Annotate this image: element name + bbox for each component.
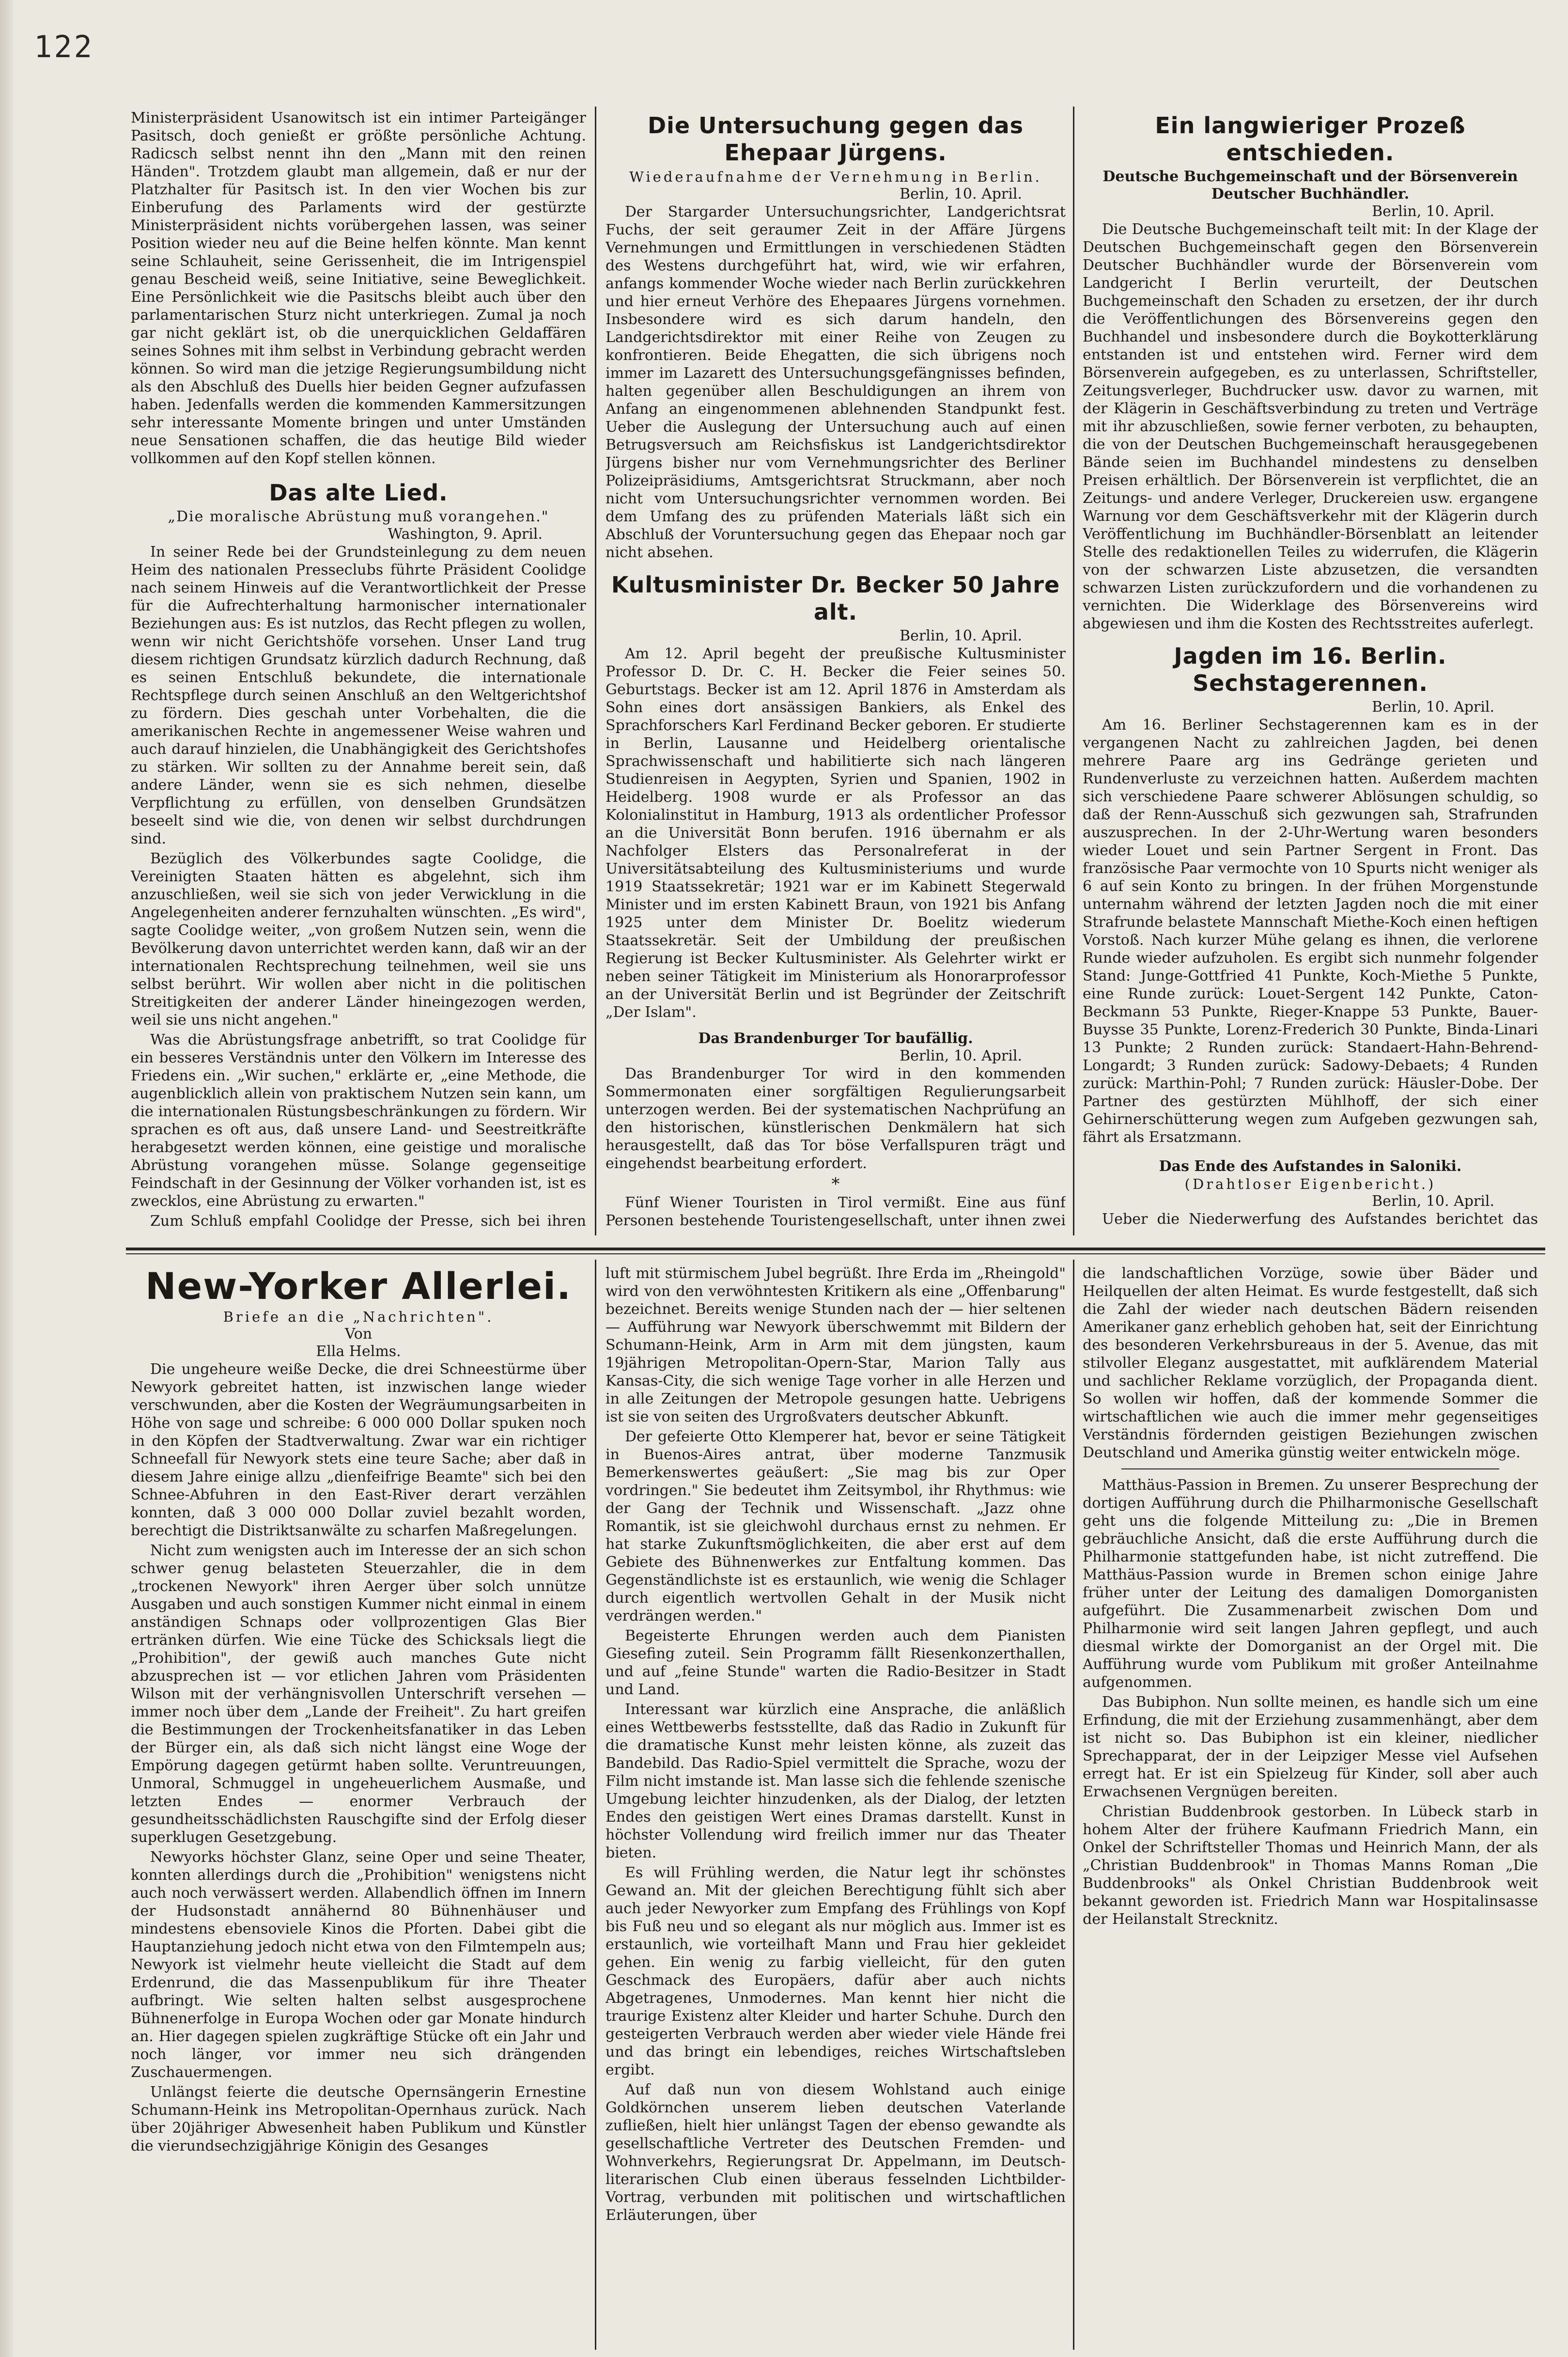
article-dateline: Berlin, 10. April.: [1372, 1193, 1494, 1210]
article-title-brandenburger-tor: Das Brandenburger Tor baufällig.: [698, 1030, 973, 1047]
section-divider: [126, 1248, 1545, 1250]
author-name: Ella Helms.: [316, 1343, 401, 1360]
article-dateline: Berlin, 10. April.: [900, 1047, 1022, 1064]
feuilleton-paragraph: Unlängst feierte die deutsche Opernsängerin Ernestine Schumann-Heink ins Metropolitan-Opernhaus zurück. Nach über 20jähriger Abwesenheit haben Publikum und Künstler die vierundsechzigjährige Königin des Gesanges: [131, 2084, 586, 2154]
article-subtitle: Wiederaufnahme der Vernehmung in Berlin.: [629, 169, 1042, 185]
article-title-saloniki: Das Ende des Aufstandes in Saloniki.: [1159, 1158, 1462, 1175]
article-paragraph: Fünf Wiener Touristen in Tirol vermißt. Eine aus fünf Personen bestehende Touristengesellschaft, unter ihnen zwei: [605, 1194, 1066, 1228]
article-dateline: Berlin, 10. April.: [900, 627, 1022, 644]
article-paragraph: Zum Schluß empfahl Coolidge der Presse, sich bei ihren: [150, 1213, 586, 1228]
article-paragraph: Ueber die Niederwerfung des Aufstandes berichtet das: [1102, 1211, 1538, 1228]
article-paragraph: Der Stargarder Untersuchungsrichter, Landgerichtsrat Fuchs, der seit geraumer Zeit in der Affäre Jürgens Vernehmungen und Ermittlungen in verschiedenen Städten des Westens durchgeführt hat, wird, wie wir erfahren, anfangs kommender Woche wieder nach Berlin zurückkehren und hier erneut Verhöre des Ehepaares Jürgens vornehmen. Insbesondere wird es sich darum handeln, den Landgerichtsdirektor mit einer Reihe von Zeugen zu konfrontieren. Beide Ehegatten, die sich übrigens noch immer im Lazarett des Untersuchungsgefängnisses befinden, halten gegenüber allen Beschuldigungen an ihrem von Anfang an eingenommenen ablehnenden Standpunkt fest. Ueber die Auslegung der Untersuchung auch auf einen Betrugsversuch am Reichsfiskus ist Landgerichtsdirektor Jürgens bisher nur vom Vernehmungsrichter des Berliner Polizeipräsidiums, Amtsgerichtsrat Struckmann, aber noch nicht vom Untersuchungsrichter vernommen worden. Bei dem Umfang des zu prüfenden Materials läßt sich ein Abschluß der Voruntersuchung gegen das Ehepaar noch gar nicht absehen.: [605, 203, 1066, 561]
article-subtitle: (Drahtloser Eigenbericht.): [1184, 1176, 1436, 1192]
article-paragraph: Das Brandenburger Tor wird in den kommenden Sommermonaten einer sorgfältigen Regulierungsarbeit unterzogen werden. Bei der systematischen Nachprüfung an den historischen, künstlerischen Denkmälern hat sich herausgestellt, daß das Tor böse Verfallspuren trägt und eingehendst bearbeitung erfordert.: [605, 1065, 1066, 1172]
news-matthaeus-passion: Matthäus-Passion in Bremen. Zu unserer Besprechung der dortigen Aufführung durch die Philharmonische Gesellschaft geht uns die folgende Mitteilung zu: „Die in Bremen gebräuchliche Ansicht, daß die erste Aufführung durch die Philharmonie stattgefunden habe, ist nicht zutreffend. Die Matthäus-Passion wurde in Bremen schon einige Jahre früher unter der Leitung des damaligen Domorganisten aufgeführt. Die Zusammenarbeit zwischen Dom und Philharmonie wird seit langen Jahren gepflegt, und auch diesmal wirkte der Domorganist an der Orgel mit. Die Aufführung wurde vom Publikum mit großer Anteilnahme aufgenommen.: [1083, 1477, 1538, 1691]
top-column-3: [1083, 109, 1538, 1228]
article-title-prozess: Ein langwieriger Prozeß entschieden.: [1155, 112, 1466, 166]
section-ornament: *: [831, 1174, 840, 1194]
article-dateline: Washington, 9. April.: [388, 526, 543, 543]
column-divider: [1073, 107, 1074, 1235]
bottom-column-2: [605, 1264, 1066, 2350]
article-title-juergens: Die Untersuchung gegen das Ehepaar Jürgens.: [647, 112, 1024, 166]
article-paragraph: Was die Abrüstungsfrage anbetrifft, so trat Coolidge für ein besseres Verständnis unter den Völkern im Interesse des Friedens ein. „Wir suchen," erklärte er, „eine Methode, die augenblicklich allein von praktischem Nutzen sein kann, um die internationalen Rüstungsbeschränkungen zu fördern. Wir sprachen es oft aus, daß unsere Land- und Seestreitkräfte herabgesetzt werden können, eine geistige und moralische Abrüstung vorangehen müsse. Solange gegenseitige Feindschaft in der Gesinnung der Völker vorhanden ist, ist es zwecklos, eine Abrüstung zu erwarten.": [131, 1031, 586, 1210]
article-subtitle: Deutsche Buchgemeinschaft und der Börsenverein Deutscher Buchhändler.: [1102, 168, 1518, 203]
column-divider: [595, 107, 596, 1235]
feuilleton-paragraph: Nicht zum wenigsten auch im Interesse der an sich schon schwer genug belasteten Steuerzahler, die in dem „trockenen Newyork" ihren Aerger über solch unnütze Ausgaben und auch sonstigen Kummer nicht einmal in einem anständigen Schnaps oder vollprozentigen Glas Bier ertränken dürfen. Wie eine Tücke des Schicksals liegt die „Prohibition", der gewiß auch manches Gute nicht abzusprechen ist — vor etlichen Jahren vom Präsidenten Wilson mit der verhängnisvollen Unterschrift versehen — immer noch über dem „Lande der Freiheit". Zu hart greifen die Bestimmungen der Trockenheitsfanatiker in das Leben der Bürger ein, als daß sich nicht längst eine Woge der Empörung dagegen getürmt haben sollte. Veruntreuungen, Unmoral, Schmuggel in ungeheuerlichem Ausmaße, und letzten Endes — enormer Verbrauch der gesundheitsschädlichsten Rauschgifte sind der Erfolg dieser superklugen Gesetzgebung.: [131, 1542, 586, 1846]
article-paragraph: Bezüglich des Völkerbundes sagte Coolidge, die Vereinigten Staaten hätten es abgelehnt, sich ihm anzuschließen, weil sie sich von jeder Verwicklung in die Angelegenheiten anderer fernzuhalten wünschten. „Es wird", sagte Coolidge weiter, „von großem Nutzen sein, wenn die Bevölkerung davon unterrichtet werden kann, daß wir an der internationalen Rechtsprechung teilnehmen, weil sie uns selbst berührt. Wir wollen aber nicht in die politischen Streitigkeiten der anderer Länder hineingezogen werden, weil sie uns nicht angehen.": [131, 850, 586, 1029]
article-paragraph: In seiner Rede bei der Grundsteinlegung zu dem neuen Heim des nationalen Presseclubs führte Präsident Coolidge nach seinem Hinweis auf die Verantwortlichkeit der Presse für die Aufrechterhaltung harmonischer internationaler Beziehungen aus: Es ist nutzlos, das Recht pflegen zu wollen, wenn wir nicht Gerichtshöfe vorsehen. Unser Land trug diesem richtigen Grundsatz kürzlich dadurch Rechnung, daß es seinen Entschluß bekundete, die internationale Rechtspflege durch seinen Anschluß an den Weltgerichtshof zu fördern. Dies geschah unter Vorbehalten, die die amerikanischen Rechte in angemessener Weise wahren und auch darauf hinzielen, die Unabhängigkeit des Gerichtshofes zu stärken. Wir sollten zu der Annahme bereit sein, daß andere Länder, wenn sie es sich nehmen, dieselbe Verpflichtung zu erfüllen, von denselben Grundsätzen beseelt sind wie die, von denen wir selbst durchdrungen sind.: [131, 544, 586, 847]
article-paragraph: Die Deutsche Buchgemeinschaft teilt mit: In der Klage der Deutschen Buchgemeinschaft gegen den Börsenverein Deutscher Buchhändler wurde der Börsenverein vom Landgericht I Berlin verurteilt, der Deutschen Buchgemeinschaft den Schaden zu ersetzen, der ihr durch die Veröffentlichungen des Börsenvereins gegen den Buchhandel und insbesondere durch die Boykotterklärung entstanden ist und entstehen wird. Ferner wird dem Börsenverein aufgegeben, es zu unterlassen, Schriftsteller, Zeitungsverleger, Buchdrucker usw. davor zu warnen, mit der Klägerin in Geschäftsverbindung zu treten und Verträge mit ihr abzuschließen, sowie ferner verboten, zu behaupten, die von der Deutschen Buchgemeinschaft herausgegebenen Bände seien im Buchhandel mindestens zu denselben Preisen erhältlich. Der Börsenverein ist verpflichtet, die an Zeitungs- und andere Verleger, Druckereien usw. ergangene Warnung vor dem Geschäftsverkehr mit der Klägerin durch Veröffentlichung im Buchhändler-Börsenblatt an leitender Stelle des redaktionellen Teiles zu widerrufen, die Klägerin von der schwarzen Liste abzusetzen, die versandten schwarzen Listen zurückzufordern und die vorhandenen zu vernichten. Die Widerklage des Börsenvereins wird abgewiesen und ihm die Kosten des Rechtsstreites auferlegt.: [1083, 221, 1538, 632]
feuilleton-paragraph: die landschaftlichen Vorzüge, sowie über Bäder und Heilquellen der alten Heimat. Es wurde festgestellt, daß sich die Zahl der wieder nach deutschen Bädern reisenden Amerikaner ganz erheblich gehoben hat, seit der Einrichtung des besonderen Verkehrsbureaus in der 5. Avenue, das mit stilvoller Eleganz ausgestattet, mit aufklärendem Material und sachlicher Reklame vorzüglich, der Propaganda dient. So wollen wir hoffen, daß der kommende Sommer die wirtschaftlichen wie auch die immer mehr gegenseitiges Verständnis fördernden geistigen Beziehungen zwischen Deutschland und Amerika günstig weiter entwickeln möge.: [1083, 1265, 1538, 1461]
article-dateline: Berlin, 10. April.: [1372, 203, 1494, 220]
feuilleton-paragraph: Die ungeheure weiße Decke, die drei Schneestürme über Newyork gebreitet hatten, ist inzwischen lange wieder verschwunden, aber die Kosten der Wegräumungsarbeiten in Höhe von sage und schreibe: 6 000 000 Dollar spuken noch in den Köpfen der Stadtverwaltung. Zwar war ein richtiger Schneefall für Newyork stets eine teure Sache; aber daß in diesem Jahre einige allzu „dienfeifrige Beamte" sich bei den Schnee-Abfuhren in den East-River derart verzählen konnten, daß 3 000 000 Dollar zuviel bezahlt worden, berechtigt die Distriktsanwälte zu scharfen Maßregelungen.: [131, 1361, 586, 1539]
feuilleton-subtitle: Briefe an die „Nachrichten".: [223, 1309, 494, 1325]
news-bubiphon: Das Bubiphon. Nun sollte meinen, es handle sich um eine Erfindung, die mit der Erziehung zusammenhängt, aber dem ist nicht so. Das Bubiphon ist ein kleiner, niedlicher Sprechapparat, der in der Leipziger Messe viel Aufsehen erregt hat. Er ist ein Spielzeug für Kinder, soll aber auch Erwachsenen Vergnügen bereiten.: [1083, 1694, 1538, 1800]
feuilleton-paragraph: Es will Frühling werden, die Natur legt ihr schönstes Gewand an. Mit der gleichen Berechtigung fühlt sich aber auch jeder Newyorker zum Empfang des Frühlings von Kopf bis Fuß neu und so elegant als nur möglich aus. Immer ist es erstaunlich, wie vorteilhaft Mann und Frau hier gekleidet gehen. Ein wenig zu farbig vielleicht, für den guten Geschmack des Europäers, dafür aber auch nichts Abgetragenes, Unmodernes. Man kennt hier nicht die traurige Existenz alter Kleider und harter Schuhe. Durch den gesteigerten Verbrauch werden aber wieder viele Hände frei und das bringt ein lebendiges, reiches Wirtschaftsleben ergibt.: [605, 1864, 1066, 2078]
article-paragraph: Am 16. Berliner Sechstagerennen kam es in der vergangenen Nacht zu zahlreichen Jagden, bei denen mehrere Paare arg ins Gedränge gerieten und Rundenverluste zu verzeichnen hatten. Außerdem machten sich verschiedene Paare schwerer Ablösungen schuldig, so daß der Renn-Ausschuß sich gezwungen sah, Strafrunden auszusprechen. In der 2-Uhr-Wertung waren besonders wieder Louet und sein Partner Sergent in Front. Das französische Paar vermochte von 10 Spurts nicht weniger als 6 auf sein Konto zu bringen. In der frühen Morgenstunde unternahm während der letzten Jagden noch die mit einer Strafrunde belastete Mannschaft Miethe-Koch einen heftigen Vorstoß. Nach kurzer Mühe gelang es ihnen, die verlorene Runde wieder aufzuholen. Es ergibt sich nunmehr folgender Stand: Junge-Gottfried 41 Punkte, Koch-Miethe 5 Punkte, eine Runde zurück: Louet-Sergent 142 Punkte, Caton-Beckmann 53 Punkte, Rieger-Knappe 53 Punkte, Bauer-Buysse 35 Punkte, Lorenz-Frederich 30 Punkte, Binda-Linari 13 Punkte; 2 Runden zurück: Standaert-Hahn-Behrend-Longardt; 3 Runden zurück: Sadowy-Debaets; 4 Runden zurück: Marthin-Pohl; 7 Runden zurück: Häusler-Dobe. Der Partner des gestürzten Mühlhoff, der sich einer Gehirnerschütterung wegen zum Aufgeben gezwungen sah, fährt als Ersatzmann.: [1083, 717, 1538, 1146]
bottom-column-3: [1083, 1264, 1538, 2350]
page-edge: [0, 0, 14, 2357]
article-paragraph: Am 12. April begeht der preußische Kultusminister Professor D. Dr. C. H. Becker die Feier seines 50. Geburtstags. Becker ist am 12. April 1876 in Amsterdam als Sohn eines dort ansässigen Bankiers, als Enkel des Sprachforschers Karl Ferdinand Becker geboren. Er studierte in Berlin, Lausanne und Heidelberg orientalische Sprachwissenschaft und habilitierte sich nach längeren Studienreisen in Aegypten, Syrien und Spanien, 1902 in Heidelberg. 1908 wurde er als Professor an das Kolonialinstitut in Hamburg, 1913 als ordentlicher Professor an die Universität Bonn berufen. 1916 übernahm er als Nachfolger Elsters das Personalreferat in der Universitätsabteilung des Kultusministeriums und wurde 1919 Staatssekretär; 1921 war er im Kabinett Stegerwald Minister und im ersten Kabinett Braun, von 1921 bis Anfang 1925 unter dem Minister Dr. Boelitz wiederum Staatssekretär. Seit der Umbildung der preußischen Regierung ist Becker Kultusminister. Als Gelehrter wirkt er neben seiner Tätigkeit im Ministerium als Honorarprofessor an der Universität Berlin und ist Begründer der Zeitschrift „Der Islam".: [605, 645, 1066, 1021]
short-rule: [1121, 1468, 1499, 1469]
author-by: Von: [344, 1326, 373, 1342]
top-column-2: [605, 109, 1066, 1228]
bottom-column-1: [131, 1264, 586, 2350]
column-divider: [1073, 1260, 1074, 2350]
feuilleton-paragraph: luft mit stürmischem Jubel begrüßt. Ihre Erda im „Rheingold" wird von den verwöhntesten Kritikern als eine „Offenbarung" bezeichnet. Bereits wenige Stunden nach der — hier seltenen — Aufführung war Newyork überschwemmt mit Bildern der Schumann-Heink, Arm in Arm mit dem jüngsten, kaum 19jährigen Metropolitan-Opern-Star, Marion Tally aus Kansas-City, die sich wenige Tage vorher in alle Herzen und in alle Zeitungen der Metropole gesungen hatte. Uebrigens ist sie von seiten des Urgroßvaters deutscher Abkunft.: [605, 1265, 1066, 1425]
top-column-1: [131, 109, 586, 1228]
article-title-sechstagerennen: Jagden im 16. Berlin. Sechstagerennen.: [1174, 643, 1447, 696]
feuilleton-paragraph: Interessant war kürzlich eine Ansprache, die anläßlich eines Wettbewerbs festsstellte, daß das Radio in Zukunft für die dramatische Kunst mehr leisten könne, als zuzeit das Bandebild. Das Radio-Spiel vermittelt die Sprache, wozu der Film nicht imstande ist. Man lasse sich die fehlende szenische Umgebung leichter hinzudenken, als der Dialog, der letzten Endes den geistigen Wert eines Dramas darstellt. Kunst in höchster Vollendung wird freilich immer nur das Theater bieten.: [605, 1701, 1066, 1861]
page-number: 122: [34, 29, 94, 64]
feuilleton-paragraph: Der gefeierte Otto Klemperer hat, bevor er seine Tätigkeit in Buenos-Aires antrat, über moderne Tanzmusik Bemerkenswertes geäußert: „Sie mag bis zur Oper vordringen." Sie bedeutet ihm Zeitsymbol, ihr Rhythmus: wie der Gang der Technik und Wissenschaft. „Jazz ohne Romantik, ist sie gleichwohl durchaus ernst zu nehmen. Er hat starke Zukunftsmöglichkeiten, die aber erst auf dem Gebiete des Bühnenwerkes zur Entfaltung kommen. Das Gegenständlichste ist es erstaunlich, wie wenig die Schlager durch eigentlich wertvollen Gehalt in der Musik nicht verdrängen werden.": [605, 1428, 1066, 1624]
news-buddenbrook: Christian Buddenbrook gestorben. In Lübeck starb in hohem Alter der frühere Kaufmann Friedrich Mann, ein Onkel der Schriftsteller Thomas und Heinrich Mann, der als „Christian Buddenbrook" in Thomas Manns Roman „Die Buddenbrooks" als Onkel Christian Buddenbrook weit bekannt geworden ist. Friedrich Mann war Hospitalinsasse der Heilanstalt Strecknitz.: [1083, 1803, 1538, 1928]
feuilleton-paragraph: Newyorks höchster Glanz, seine Oper und seine Theater, konnten allerdings durch die „Prohibition" wenigstens nicht auch noch verwässert werden. Allabendlich öffnen im Innern der Hudsonstadt annähernd 80 Bühnenhäuser und mindestens ebensoviele Kinos die Pforten. Dabei gibt die Hauptanziehung jedoch nicht etwa von den Filmtempeln aus; Newyork ist vielmehr heute vielleicht die Stadt auf dem Erdenrund, die das Massenpublikum für ihre Theater aufbringt. Wie selten halten selbst ausgesprochene Bühnenerfolge in Europa Wochen oder gar Monate hindurch an. Hier dagegen spielen zugkräftige Stücke oft ein Jahr und noch länger, vor immer neu sich drängenden Zuschauermengen.: [131, 1849, 586, 2081]
article-dateline: Berlin, 10. April.: [900, 186, 1022, 203]
feuilleton-paragraph: Auf daß nun von diesem Wohlstand auch einige Goldkörnchen unserem lieben deutschen Vaterlande zufließen, hielt hier unlängst Tagen der ebenso gewandte als gesellschaftliche Vertreter des Deutschen Fremden- und Wohnverkehrs, Regierungsrat Dr. Appelmann, im Deutsch-literarischen Club einen überaus fesselnden Lichtbilder-Vortrag, verbunden mit politischen und wirtschaftlichen Erläuterungen, über: [605, 2081, 1066, 2224]
article-title-alte-lied: Das alte Lied.: [269, 480, 448, 506]
article-title-becker: Kultusminister Dr. Becker 50 Jahre alt.: [611, 572, 1060, 625]
article-quote: „Die moralische Abrüstung muß vorangehen.": [168, 508, 549, 525]
feuilleton-title: New-Yorker Allerlei.: [145, 1264, 572, 1308]
feuilleton-paragraph: Begeisterte Ehrungen werden auch dem Pianisten Giesefing zuteil. Sein Programm fällt Riesenkonzerthallen, und auf „feine Stunde" warten die Radio-Besitzer in Stadt und Land.: [605, 1627, 1066, 1698]
column-divider: [595, 1260, 596, 2350]
intro-paragraph: Ministerpräsident Usanowitsch ist ein intimer Parteigänger Pasitsch, doch genießt er größte persönliche Achtung. Radicsch selbst nennt ihn den „Mann mit den reinen Händen". Trotzdem glaubt man allgemein, daß er nur der Platzhalter für Pasitsch ist. In den vier Wochen bis zur Einberufung des Parlaments wird der gestürzte Ministerpräsident nichts vorübergehen lassen, was seiner Position wieder neu auf die Beine helfen könnte. Man kennt seine Schlauheit, seine Gerissenheit, die im Intrigenspiel genau Bescheid weiß, seine Initiative, seine Beweglichkeit. Eine Persönlichkeit wie die Pasitschs bleibt auch über den parlamentarischen Sturz nicht unterkriegen. Zumal ja noch gar nicht geklärt ist, ob die unerquicklichen Geldaffären seines Sohnes mit ihm selbst in Verbindung gebracht werden können. So wird man die jetzige Regierungsumbildung nicht als den Abschluß des Duells hier beiden Gegner aufzufassen haben. Jedenfalls werden die kommenden Kammersitzungen sehr interessante Momente bringen und unter Umständen neue Sensationen schaffen, die das heutige Bild wieder vollkommen auf den Kopf stellen können.: [131, 109, 586, 467]
section-divider-thin: [126, 1253, 1545, 1254]
article-dateline: Berlin, 10. April.: [1372, 699, 1494, 716]
